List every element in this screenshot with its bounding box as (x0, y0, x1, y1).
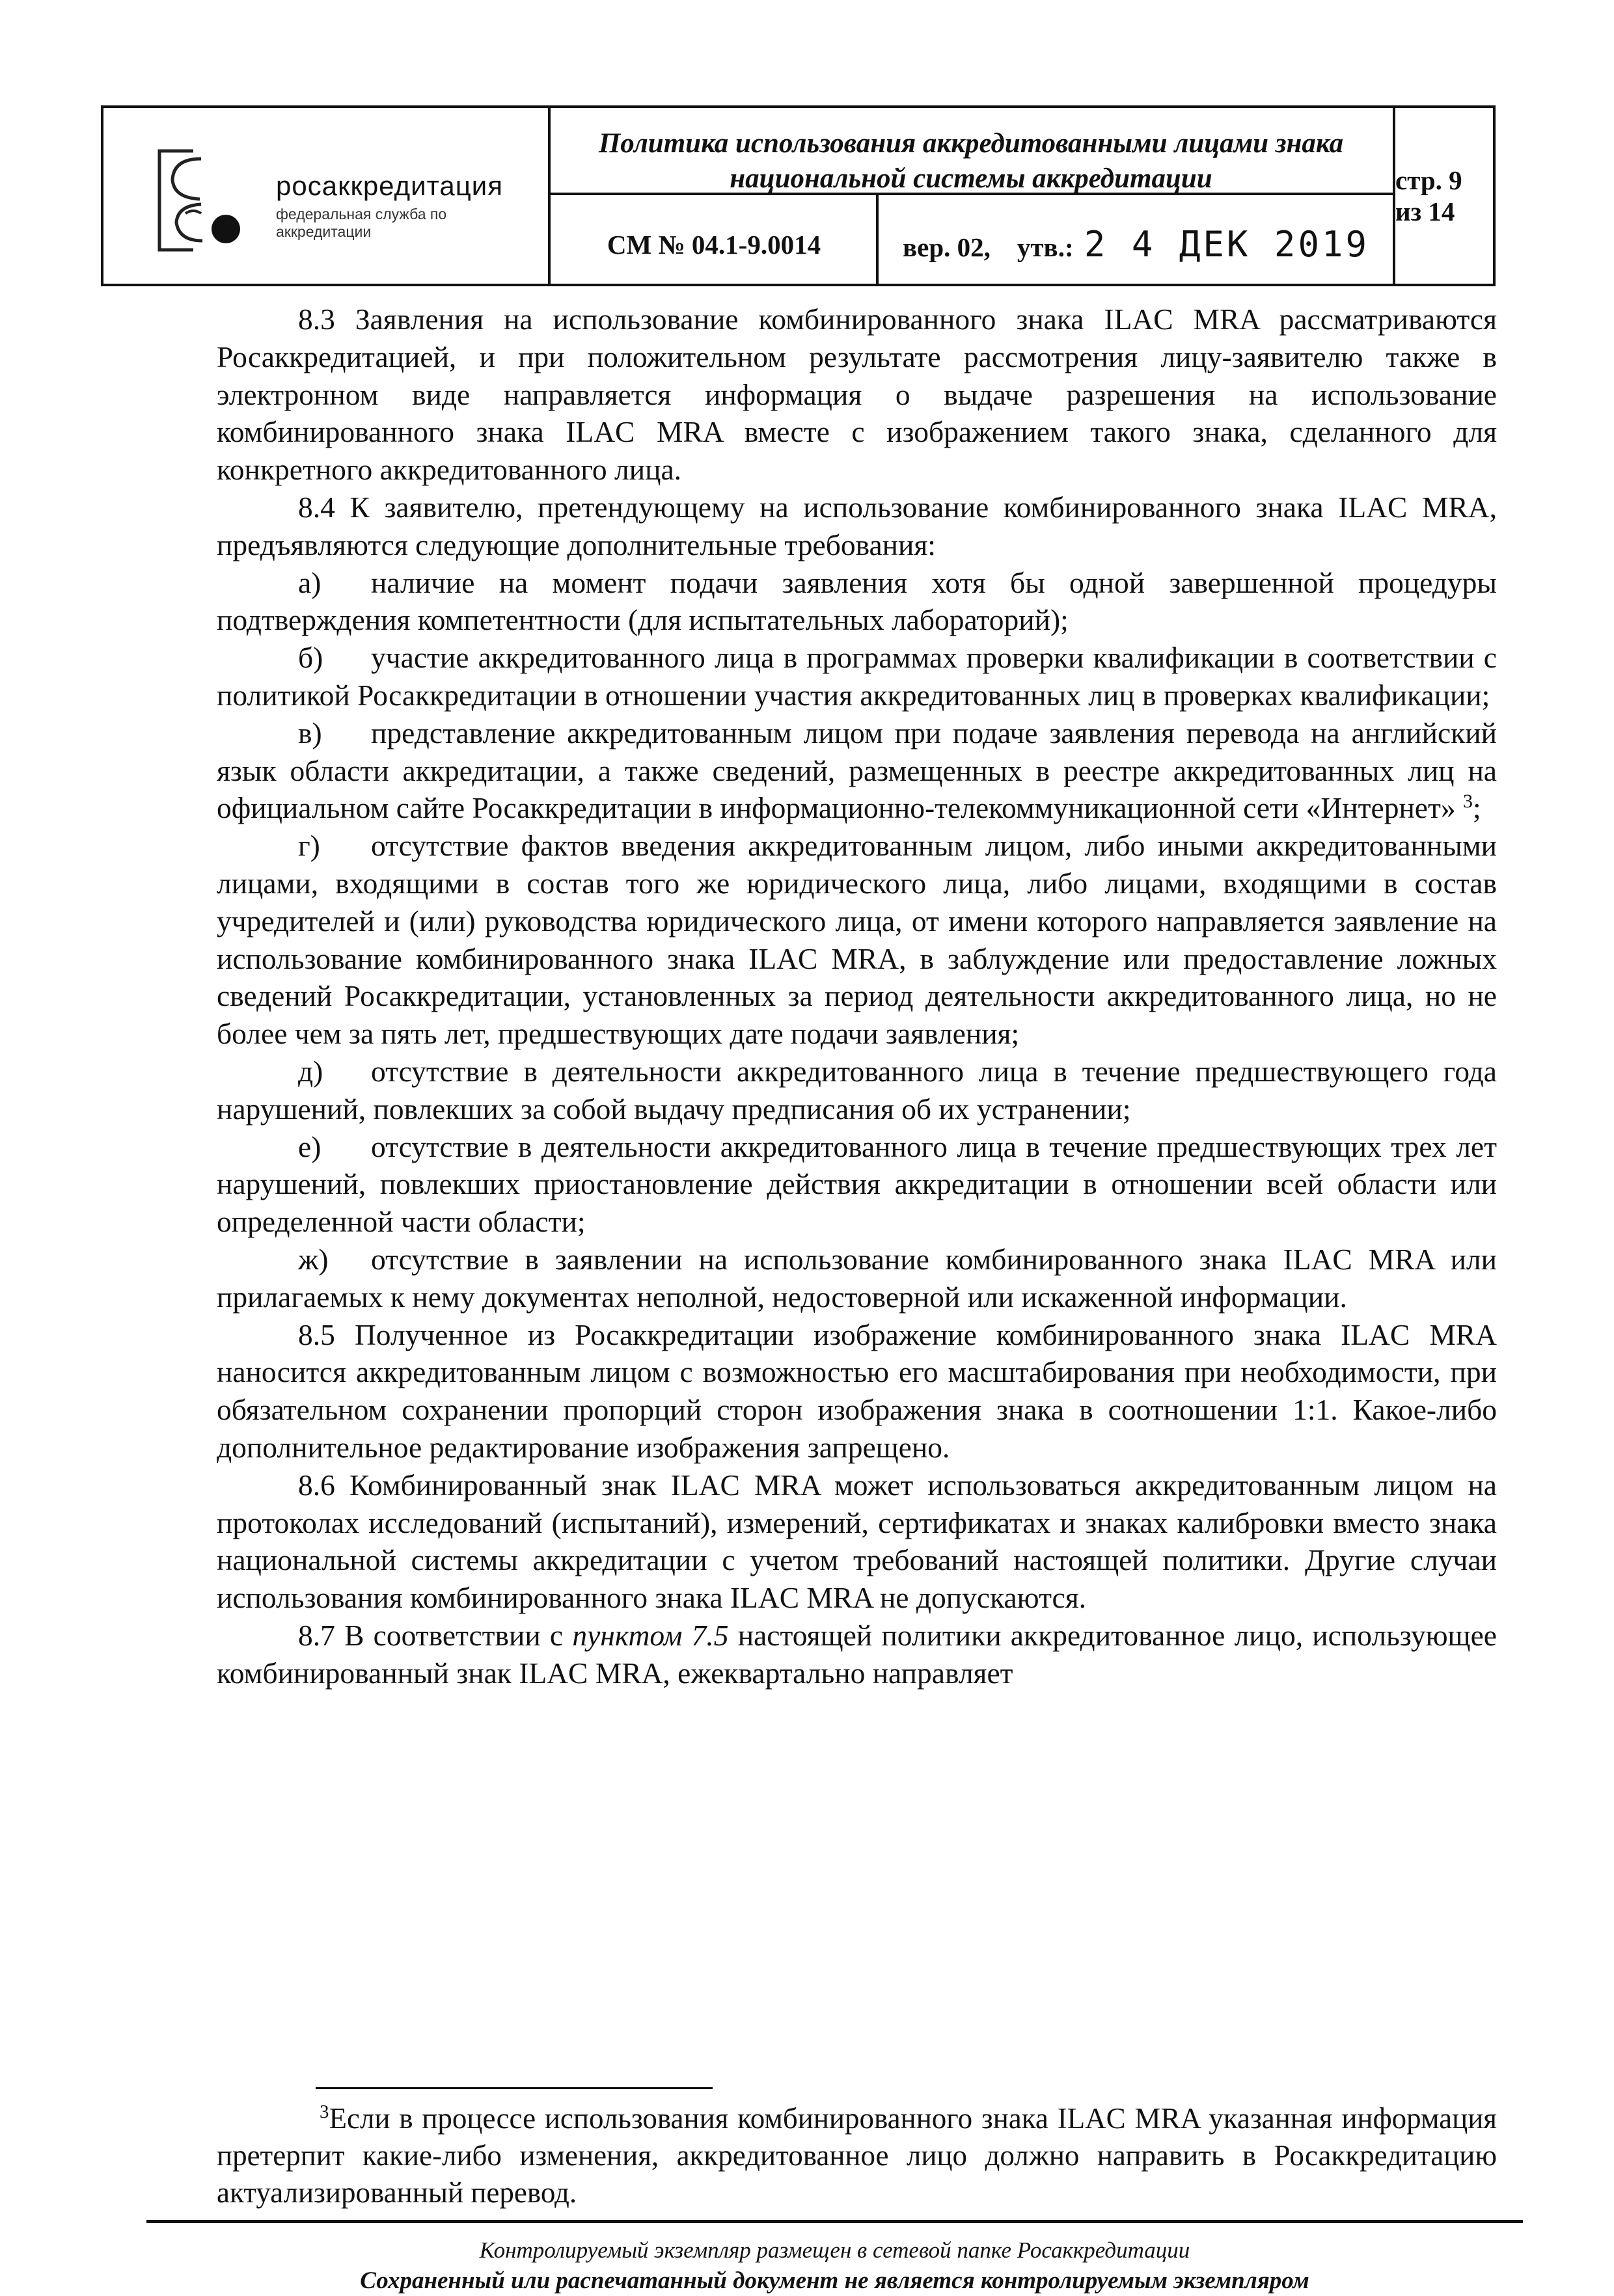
paragraph-8-3: 8.3 Заявления на использование комбинированного знака ILAC MRA рассматриваются Росаккредитацией, и при положительном результате рассмотрения лицу-заявителю также в электронном виде направляется информация о выдаче разрешения на использование комбинированного знака ILAC MRA вместе с изображением такого знака, сделанного для конкретного аккредитованного лица. (217, 303, 1497, 487)
list-item-tail: ; (1473, 791, 1481, 825)
org-subtitle: федеральная служба по аккредитации (276, 206, 447, 240)
footer-note-uncontrolled: Сохраненный или распечатанный документ не является контролируемым экземпляром (360, 2267, 1309, 2294)
footnote (217, 2100, 1497, 2211)
header-divider (548, 108, 551, 284)
list-item-label: б) (298, 641, 323, 675)
list-item-text: участие аккредитованного лица в программах проверки квалификации в соответствии с политикой Росаккредитации в отношении участия аккредитованных лиц в проверках квалификации; (217, 641, 1497, 712)
list-item-text: отсутствие в заявлении на использование комбинированного знака ILAC MRA или прилагаемых к нему документах неполной, недостоверной или искаженной информации. (217, 1242, 1497, 1314)
list-item-label: г) (298, 829, 320, 863)
rosaccreditation-logo-icon (148, 146, 245, 256)
footnote-separator (316, 2087, 713, 2089)
org-name: росаккредитация (276, 170, 503, 201)
footnote-mark: 3 (320, 2101, 329, 2122)
list-item (217, 827, 1497, 1053)
list-item (217, 1241, 1497, 1316)
paragraph-8-7 (217, 1617, 1497, 1692)
list-item (217, 1053, 1497, 1128)
document-header (101, 105, 1496, 286)
list-item-label: д) (298, 1054, 323, 1088)
clause-reference: пунктом 7.5 (572, 1618, 729, 1652)
list-item (217, 639, 1497, 714)
page-number: стр. 9 из 14 (1395, 165, 1462, 226)
list-item-label: е) (298, 1129, 321, 1163)
paragraph-8-7-end: настоящей политики аккредитованное лицо, использующее комбинированный знак ILAC MRA, ежеквартально направляет (217, 1618, 1497, 1690)
list-item-text: отсутствие фактов введения аккредитованным лицом, либо иными аккредитованными лицами, входящими в состав того же юридического лица, либо лицами, входящими в состав учредителей и (или) руководства юридического лица, от имени которого направляется заявление на использование комбинированного знака ILAC MRA, в заблуждение или предоставление ложных сведений Росаккредитации, установленных за период деятельности аккредитованного лица, но не более чем за пять лет, предшествующих дате подачи заявления; (217, 829, 1497, 1051)
document-title: Политика использования аккредитованными лицами знака национальной системы аккредитации (598, 128, 1344, 194)
list-item (217, 714, 1497, 827)
list-item (217, 1128, 1497, 1241)
list-item-label: в) (298, 716, 322, 750)
list-item-text: отсутствие в деятельности аккредитованного лица в течение предшествующего года нарушений, повлекших за собой выдачу предписания об их устранении; (217, 1054, 1497, 1126)
list-item-label: ж) (298, 1242, 329, 1276)
list-item-text: представление аккредитованным лицом при подаче заявления перевода на английский язык области аккредитации, а также сведений, размещенных в реестре аккредитованных лиц на официальном сайте Росаккредитации в информационно-телекоммуникационной сети «Интернет» (217, 716, 1497, 825)
footer-note-controlled: Контролируемый экземпляр размещен в сетевой папке Росаккредитации (479, 2237, 1190, 2263)
approved-label: утв.: (1017, 232, 1074, 262)
footnote-text: Если в процессе использования комбинированного знака ILAC MRA указанная информация претерпит какие-либо изменения, аккредитованное лицо должно направить в Росаккредитацию актуализированный перевод. (217, 2102, 1497, 2209)
list-item (217, 564, 1497, 640)
logo-cell (103, 108, 548, 284)
paragraph-8-6: 8.6 Комбинированный знак ILAC MRA может использоваться аккредитованным лицом на протоколах исследований (испытаний), измерений, сертификатах и знаках калибровки вместо знака национальной системы аккредитации с учетом требований настоящей политики. Другие случаи использования комбинированного знака ILAC MRA не допускаются. (217, 1468, 1497, 1615)
list-item-text: отсутствие в деятельности аккредитованного лица в течение предшествующих трех лет нарушений, повлекших приостановление действия аккредитации в отношении всей области или определенной части области; (217, 1129, 1497, 1239)
paragraph-8-5: 8.5 Полученное из Росаккредитации изображение комбинированного знака ILAC MRA наносится аккредитованным лицом с возможностью его масштабирования при необходимости, при обязательном сохранении пропорций сторон изображения знака в соотношении 1:1. Какое-либо дополнительное редактирование изображения запрещено. (217, 1317, 1497, 1464)
paragraph-8-4: 8.4 К заявителю, претендующему на использование комбинированного знака ILAC MRA, предъявляются следующие дополнительные требования: (217, 490, 1497, 561)
list-item-label: а) (298, 565, 321, 599)
footnote-reference[interactable]: 3 (1463, 790, 1473, 813)
document-code: СМ № 04.1-9.0014 (607, 230, 821, 260)
approved-date-stamp: 2 4 ДЕК 2019 (1084, 224, 1369, 265)
paragraph-8-7-start: 8.7 В соответствии с (298, 1618, 564, 1652)
list-item-text: наличие на момент подачи заявления хотя бы одной завершенной процедуры подтверждения компетентности (для испытательных лабораторий); (217, 565, 1497, 637)
version-label: вер. 02, (903, 232, 991, 262)
document-body (217, 301, 1497, 1692)
document-version (878, 225, 1392, 267)
footer-separator (146, 2220, 1523, 2223)
